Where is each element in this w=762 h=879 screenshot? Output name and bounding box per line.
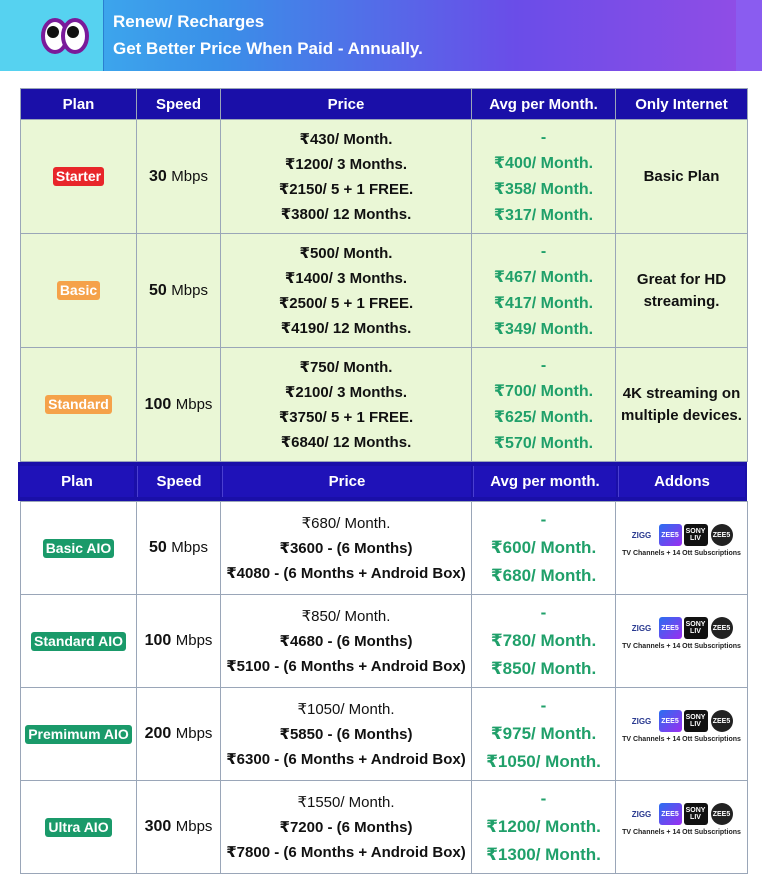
speed-value: 200 <box>144 725 172 742</box>
addons-caption: TV Channels + 14 Ott Subscriptions <box>622 643 741 650</box>
plan-cell <box>21 688 137 781</box>
zee5-round-logo-icon: ZEE5 <box>711 710 733 732</box>
avg-cell <box>472 234 616 348</box>
price-line: ₹2100/ 3 Months. <box>284 383 408 401</box>
plan-note: 4K streaming on multiple devices. <box>621 384 742 424</box>
plan-note: Basic Plan <box>643 167 720 185</box>
avg-line: ₹680/ Month. <box>490 566 597 585</box>
zee5-logo-icon: ZEE5 <box>659 524 682 546</box>
avg-line: ₹1200/ Month. <box>486 817 601 836</box>
price-line: ₹680/ Month. <box>301 514 391 532</box>
avg-cell <box>472 781 616 874</box>
header-avg: Avg per month. <box>473 466 616 497</box>
speed-unit: Mbps <box>175 725 213 742</box>
speed-unit: Mbps <box>171 281 208 299</box>
header-banner <box>0 0 736 71</box>
price-line: ₹500/ Month. <box>299 244 393 262</box>
price-cell <box>221 234 472 348</box>
plan-badge: Premimum AIO <box>25 725 132 744</box>
price-line: ₹4190/ 12 Months. <box>280 319 412 337</box>
note-cell <box>616 234 748 348</box>
header-avg: Avg per Month. <box>472 89 616 120</box>
banner-title: Renew/ Recharges <box>113 12 265 31</box>
speed-value: 100 <box>144 395 172 413</box>
price-line: ₹850/ Month. <box>301 607 391 625</box>
header-only-internet: Only Internet <box>616 89 748 120</box>
avg-line: ₹400/ Month. <box>493 154 594 172</box>
price-cell <box>221 348 472 462</box>
price-line: ₹3800/ 12 Months. <box>280 205 412 223</box>
sonyliv-logo-icon: SONY LIV <box>684 710 708 732</box>
zee5-round-logo-icon: ZEE5 <box>711 803 733 825</box>
avg-cell <box>472 595 616 688</box>
speed-unit: Mbps <box>171 167 208 185</box>
price-cell <box>221 781 472 874</box>
header-plan: Plan <box>21 89 137 120</box>
avg-line: - <box>540 603 547 622</box>
avg-cell <box>472 120 616 234</box>
addons-cell <box>616 781 748 874</box>
plan-badge: Basic <box>57 281 100 300</box>
avg-line: ₹780/ Month. <box>490 631 597 650</box>
price-line: ₹2150/ 5 + 1 FREE. <box>278 180 414 198</box>
zee5-logo-icon: ZEE5 <box>659 710 682 732</box>
table-row <box>21 234 748 348</box>
plan-cell <box>21 234 137 348</box>
table-row <box>21 348 748 462</box>
table-row <box>21 595 748 688</box>
plan-badge: Standard <box>45 395 112 414</box>
addons-cell <box>616 502 748 595</box>
sonyliv-logo-icon: SONY LIV <box>684 803 708 825</box>
table-row <box>21 688 748 781</box>
eyes-logo-icon <box>41 16 89 56</box>
avg-line: ₹570/ Month. <box>493 434 594 452</box>
sonyliv-logo-icon: SONY LIV <box>684 617 708 639</box>
avg-line: ₹1300/ Month. <box>486 845 601 864</box>
plan-note: Great for HD streaming. <box>636 270 727 310</box>
avg-line: ₹317/ Month. <box>493 206 594 224</box>
header-price: Price <box>221 89 472 120</box>
speed-value: 300 <box>144 818 172 835</box>
internet-plans-table <box>20 88 748 462</box>
addons-logos <box>619 704 745 764</box>
price-cell <box>221 688 472 781</box>
avg-cell <box>472 688 616 781</box>
price-cell <box>221 595 472 688</box>
speed-value: 30 <box>149 167 167 185</box>
table-row <box>21 781 748 874</box>
zee5-round-logo-icon: ZEE5 <box>711 617 733 639</box>
speed-cell <box>137 348 221 462</box>
price-line: ₹4080 - (6 Months + Android Box) <box>226 564 466 582</box>
price-cell <box>221 120 472 234</box>
avg-line: ₹1050/ Month. <box>486 752 601 771</box>
sonyliv-logo-icon: SONY LIV <box>684 524 708 546</box>
speed-value: 50 <box>149 281 167 299</box>
price-line: ₹4680 - (6 Months) <box>279 632 413 650</box>
speed-cell <box>137 234 221 348</box>
addons-logos <box>619 797 745 857</box>
avg-line: ₹349/ Month. <box>493 320 594 338</box>
price-line: ₹5100 - (6 Months + Android Box) <box>226 657 466 675</box>
zigg-logo-icon: ZIGG <box>627 524 657 546</box>
price-line: ₹1200/ 3 Months. <box>284 155 408 173</box>
plan-cell <box>21 595 137 688</box>
addons-caption: TV Channels + 14 Ott Subscriptions <box>622 829 741 836</box>
speed-value: 100 <box>144 632 172 649</box>
speed-cell <box>137 120 221 234</box>
aio-header-band <box>18 462 747 501</box>
price-line: ₹2500/ 5 + 1 FREE. <box>278 294 414 312</box>
avg-line: ₹417/ Month. <box>493 294 594 312</box>
price-line: ₹7800 - (6 Months + Android Box) <box>226 843 466 861</box>
avg-line: - <box>540 242 547 260</box>
avg-line: ₹700/ Month. <box>493 382 594 400</box>
avg-line: ₹625/ Month. <box>493 408 594 426</box>
zigg-logo-icon: ZIGG <box>627 710 657 732</box>
zee5-logo-icon: ZEE5 <box>659 617 682 639</box>
plan-badge: Basic AIO <box>43 539 115 558</box>
header-speed: Speed <box>137 466 220 497</box>
speed-value: 50 <box>149 539 167 556</box>
price-line: ₹5850 - (6 Months) <box>279 725 413 743</box>
speed-cell <box>137 595 221 688</box>
avg-line: ₹358/ Month. <box>493 180 594 198</box>
price-line: ₹1050/ Month. <box>297 700 395 718</box>
header-price: Price <box>222 466 471 497</box>
price-line: ₹3750/ 5 + 1 FREE. <box>278 408 414 426</box>
avg-cell <box>472 502 616 595</box>
avg-line: - <box>540 356 547 374</box>
plan-cell <box>21 781 137 874</box>
plan-cell <box>21 348 137 462</box>
plan-cell <box>21 502 137 595</box>
zee5-logo-icon: ZEE5 <box>659 803 682 825</box>
speed-cell <box>137 688 221 781</box>
price-line: ₹6840/ 12 Months. <box>280 433 412 451</box>
avg-cell <box>472 348 616 462</box>
header-plan: Plan <box>20 466 134 497</box>
price-line: ₹1550/ Month. <box>297 793 395 811</box>
speed-cell <box>137 502 221 595</box>
avg-line: - <box>540 696 547 715</box>
table-row <box>21 120 748 234</box>
zigg-logo-icon: ZIGG <box>627 617 657 639</box>
price-line: ₹3600 - (6 Months) <box>279 539 413 557</box>
avg-line: ₹467/ Month. <box>493 268 594 286</box>
logo <box>0 0 104 71</box>
addons-logos <box>619 518 745 578</box>
price-cell <box>221 502 472 595</box>
addons-cell <box>616 595 748 688</box>
addons-cell <box>616 688 748 781</box>
header-addons: Addons <box>618 466 745 497</box>
speed-unit: Mbps <box>175 395 213 413</box>
plan-badge: Standard AIO <box>31 632 126 651</box>
price-line: ₹1400/ 3 Months. <box>284 269 408 287</box>
speed-cell <box>137 781 221 874</box>
price-line: ₹6300 - (6 Months + Android Box) <box>226 750 466 768</box>
table-row <box>21 502 748 595</box>
plan-badge: Starter <box>53 167 104 186</box>
addons-caption: TV Channels + 14 Ott Subscriptions <box>622 550 741 557</box>
price-line: ₹7200 - (6 Months) <box>279 818 413 836</box>
speed-unit: Mbps <box>175 632 213 649</box>
speed-unit: Mbps <box>171 539 208 556</box>
price-line: ₹750/ Month. <box>299 358 393 376</box>
avg-line: - <box>540 128 547 146</box>
banner-end <box>736 0 762 71</box>
zigg-logo-icon: ZIGG <box>627 803 657 825</box>
avg-line: ₹850/ Month. <box>490 659 597 678</box>
aio-plans-table <box>20 501 748 874</box>
note-cell <box>616 348 748 462</box>
avg-line: ₹600/ Month. <box>490 538 597 557</box>
avg-line: ₹975/ Month. <box>490 724 597 743</box>
avg-line: - <box>540 789 547 808</box>
note-cell <box>616 120 748 234</box>
zee5-round-logo-icon: ZEE5 <box>711 524 733 546</box>
banner-subtitle: Get Better Price When Paid - Annually. <box>113 39 423 58</box>
header-speed: Speed <box>137 89 221 120</box>
speed-unit: Mbps <box>175 818 213 835</box>
plan-badge: Ultra AIO <box>45 818 111 837</box>
avg-line: - <box>540 510 547 529</box>
price-line: ₹430/ Month. <box>299 130 393 148</box>
addons-logos <box>619 611 745 671</box>
addons-caption: TV Channels + 14 Ott Subscriptions <box>622 736 741 743</box>
plan-cell <box>21 120 137 234</box>
